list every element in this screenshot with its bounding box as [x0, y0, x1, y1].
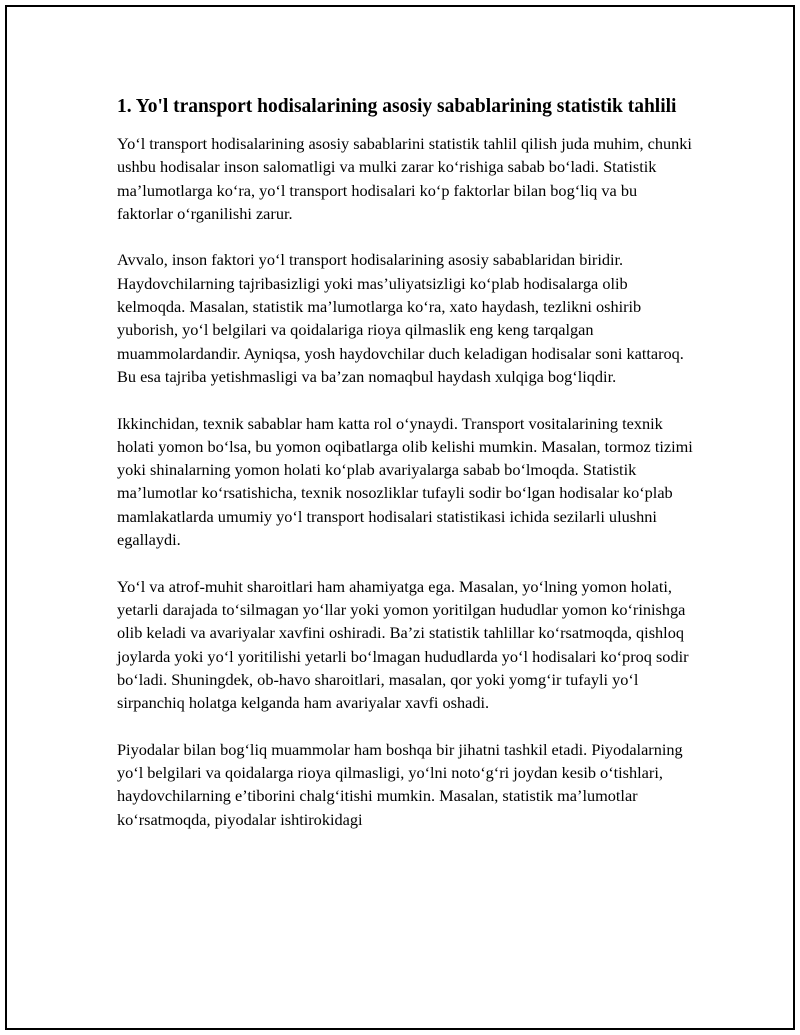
section-heading: 1. Yo'l transport hodisalarining asosiy sabablarining statistik tahlili [117, 96, 677, 117]
paragraph: Yo‘l transport hodisalarining asosiy sabablarini statistik tahlil qilish juda muhim, chunki ushbu hodisalar inson salomatligi va mulki zarar ko‘rishiga sabab bo‘ladi. Statistik ma’lumotlarga ko‘ra, yo‘l transport hodisalari ko‘p faktorlar bilan bog‘liq va bu faktorlar o‘rganilishi zarur. [117, 134, 692, 223]
paragraph: Ikkinchidan, texnik sabablar ham katta rol o‘ynaydi. Transport vositalarining texnik holati yomon bo‘lsa, bu yomon oqibatlarga olib kelishi mumkin. Masalan, tormoz tizimi yoki shinalarning yomon holati ko‘plab avariyalarga sabab bo‘lmoqda. Statistik ma’lumotlar ko‘rsatishicha, texnik nosozliklar tufayli sodir bo‘lgan hodisalar ko‘plab mamlakatlarda umumiy yo‘l transport hodisalari statistikasi ichida sezilarli ulushni egallaydi. [117, 413, 693, 550]
paragraph: Avvalo, inson faktori yo‘l transport hodisalarining asosiy sabablaridan biridir. Haydovchilarning tajribasizligi yoki mas’uliyatsizligi ko‘plab hodisalarga olib kelmoqda. Masalan, statistik ma’lumotlarga ko‘ra, xato haydash, tezlikni oshirib yuborish, yo‘l belgilari va qoidalariga rioya qilmaslik eng keng tarqalgan muammolardandir. Ayniqsa, yosh haydovchilar duch keladigan hodisalar soni kattaroq. Bu esa tajriba yetishmasligi va ba’zan nomaqbul haydash xulqiga bog‘liqdir. [117, 250, 684, 386]
paragraph: Piyodalar bilan bog‘liq muammolar ham boshqa bir jihatni tashkil etadi. Piyodalarning yo‘l belgilari va qoidalarga rioya qilmasligi, yo‘lni noto‘g‘ri joydan kesib o‘tishlari, haydovchilarning e’tiborini chalg‘itishi mumkin. Masalan, statistik ma’lumotlar ko‘rsatmoqda, piyodalar ishtirokidagi [117, 739, 683, 829]
paragraph: Yo‘l va atrof-muhit sharoitlari ham ahamiyatga ega. Masalan, yo‘lning yomon holati, yetarli darajada to‘silmagan yo‘llar yoki yomon yoritilgan hududlar yomon ko‘rinishga olib keladi va avariyalar xavfini oshiradi. Ba’zi statistik tahlillar ko‘rsatmoqda, qishloq joylarda yoki yo‘l yoritilishi yetarli bo‘lmagan hududlarda yo‘l hodisalari ko‘proq sodir bo‘ladi. Shuningdek, ob-havo sharoitlari, masalan, qor yoki yomg‘ir tufayli yo‘l sirpanchiq holatga kelganda ham avariyalar xavfi oshadi. [117, 576, 689, 713]
document-body [117, 93, 697, 854]
